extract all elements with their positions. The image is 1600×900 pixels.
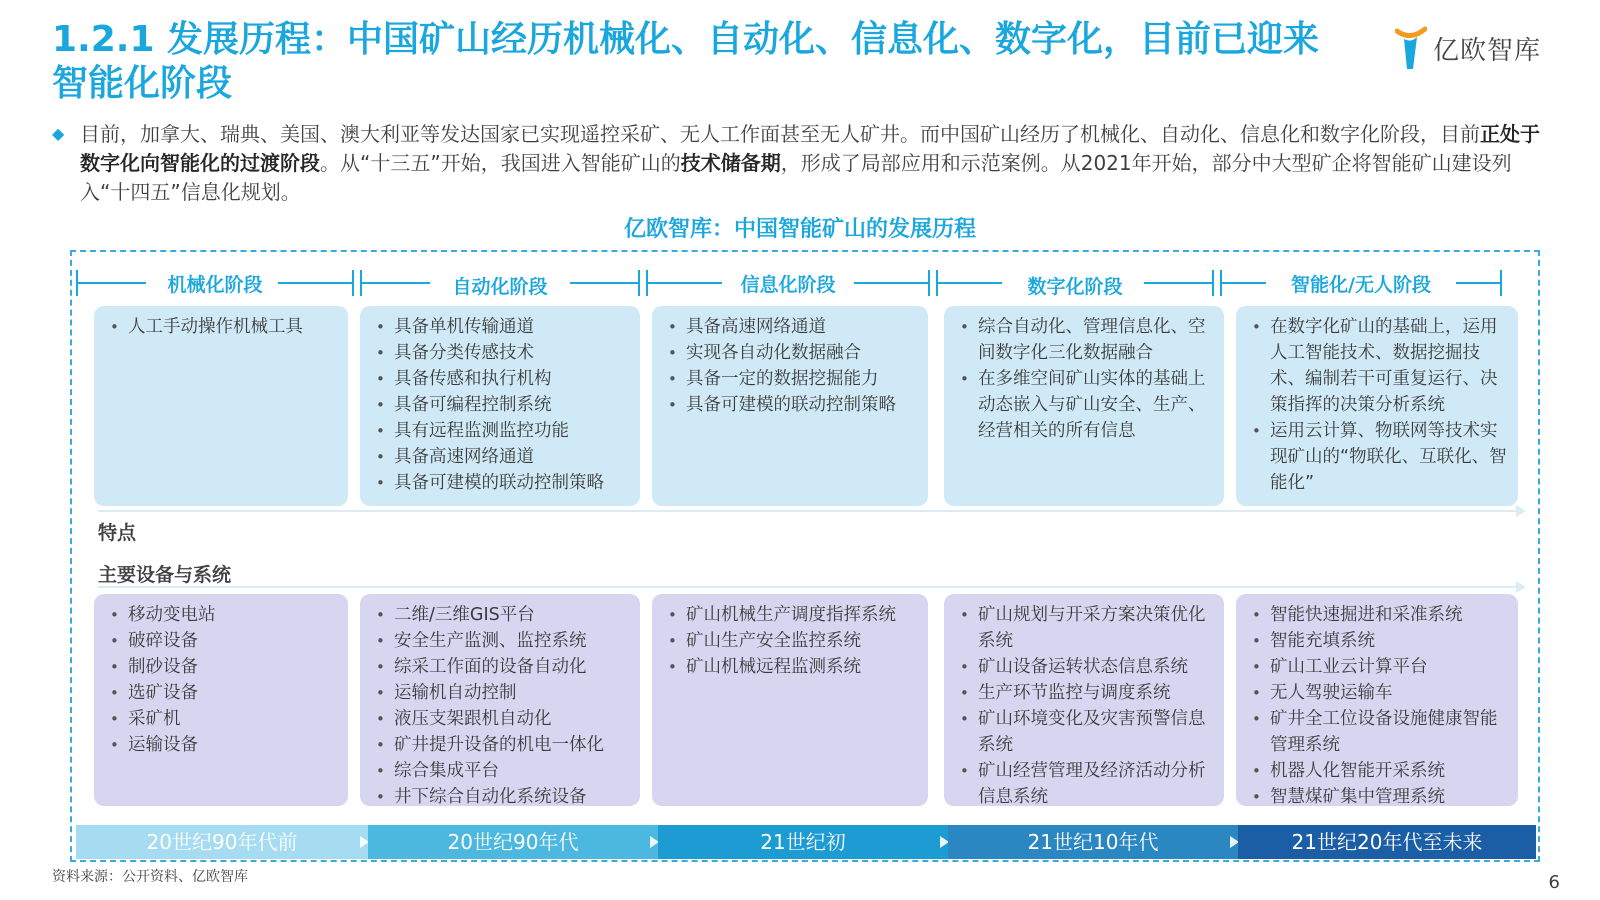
- features-box-intelligence: [1236, 306, 1518, 506]
- page-title: 1.2.1 发展历程：中国矿山经历机械化、自动化、信息化、数字化，目前已迎来智能化阶段: [52, 19, 1320, 104]
- yiou-logo-icon: [1395, 25, 1427, 71]
- era-segment-1: [368, 825, 658, 859]
- era-label-1: 20世纪90年代: [447, 830, 579, 854]
- list-item: • 矿井全工位设备设施健康智能管理系统: [1250, 706, 1508, 758]
- brand-logo: [1395, 24, 1565, 72]
- list-item: • 实现各自动化数据融合: [666, 340, 918, 366]
- era-segment-0: [76, 825, 368, 859]
- equipment-box-automation: [360, 594, 640, 806]
- stage-name-automation: 自动化阶段: [452, 276, 548, 298]
- list-item: • 具备高速网络通道: [666, 314, 918, 340]
- list-item: • 制砂设备: [108, 654, 338, 680]
- list-item: • 二维/三维GIS平台: [374, 602, 630, 628]
- list-item: • 具备可建模的联动控制策略: [374, 470, 630, 496]
- stage-header-intelligence: [1220, 268, 1502, 298]
- list-item: • 安全生产监测、监控系统: [374, 628, 630, 654]
- row-label-features: 特点: [98, 522, 137, 544]
- list-item: • 采矿机: [108, 706, 338, 732]
- list-item: • 具备传感和执行机构: [374, 366, 630, 392]
- list-item: • 运输机自动控制: [374, 680, 630, 706]
- list-item: • 综合集成平台: [374, 758, 630, 784]
- list-item: • 人工手动操作机械工具: [108, 314, 338, 340]
- brand-name: 亿欧智库: [1433, 35, 1542, 66]
- list-item: • 具备可编程控制系统: [374, 392, 630, 418]
- intro-text-3: ，形成了局部应用和示范案例。从2021年开始，部分中大型矿企将智能矿山建设列入“十四五”信息化规划。: [80, 151, 1512, 204]
- list-item: • 具有远程监测监控功能: [374, 418, 630, 444]
- stage-header-automation: [360, 268, 640, 298]
- list-item: • 综采工作面的设备自动化: [374, 654, 630, 680]
- equipment-box-informatization: [652, 594, 928, 806]
- stage-name-mechanization: 机械化阶段: [167, 274, 263, 296]
- list-item: • 井下综合自动化系统设备: [374, 784, 630, 810]
- features-box-informatization: [652, 306, 928, 506]
- row-label-equipment: 主要设备与系统: [98, 564, 232, 586]
- intro-text-2: 。从“十三五”开始，我国进入智能矿山的: [320, 151, 681, 175]
- chart-title: 亿欧智库：中国智能矿山的发展历程: [623, 217, 976, 242]
- list-item: • 矿井提升设备的机电一体化: [374, 732, 630, 758]
- diamond-bullet-icon: ◆: [52, 124, 65, 143]
- stage-header-digitization: [936, 268, 1214, 298]
- features-divider-arrow: [98, 510, 1526, 512]
- list-item: • 智能快速掘进和采准系统: [1250, 602, 1508, 628]
- list-item: • 生产环节监控与调度系统: [958, 680, 1214, 706]
- era-segment-2: [658, 825, 948, 859]
- features-box-mechanization: [94, 306, 348, 506]
- stage-name-digitization: 数字化阶段: [1027, 276, 1123, 298]
- list-item: • 矿山规划与开采方案决策优化系统: [958, 602, 1214, 654]
- features-box-digitization: [944, 306, 1224, 506]
- era-segment-3: [948, 825, 1238, 859]
- list-item: • 矿山环境变化及灾害预警信息系统: [958, 706, 1214, 758]
- list-item: • 机器人化智能开采系统: [1250, 758, 1508, 784]
- era-timeline: [76, 825, 1536, 859]
- list-item: • 矿山生产安全监控系统: [666, 628, 918, 654]
- equipment-box-digitization: [944, 594, 1224, 806]
- stage-header-mechanization: [76, 268, 354, 298]
- list-item: • 矿山机械生产调度指挥系统: [666, 602, 918, 628]
- list-item: • 具备分类传感技术: [374, 340, 630, 366]
- era-label-4: 21世纪20年代至未来: [1291, 830, 1483, 854]
- list-item: • 矿山设备运转状态信息系统: [958, 654, 1214, 680]
- list-item: • 矿山机械远程监测系统: [666, 654, 918, 680]
- intro-paragraph: [52, 120, 1552, 207]
- intro-bold-2: 技术储备期: [680, 151, 781, 175]
- list-item: • 矿山工业云计算平台: [1250, 654, 1508, 680]
- list-item: • 具备一定的数据挖掘能力: [666, 366, 918, 392]
- source-note: 资料来源：公开资料、亿欧智库: [52, 869, 248, 885]
- equipment-divider-arrow: [98, 586, 1526, 588]
- era-label-2: 21世纪初: [760, 830, 846, 854]
- stage-name-informatization: 信息化阶段: [740, 274, 836, 296]
- era-segment-4: [1238, 825, 1536, 859]
- era-label-0: 20世纪90年代前: [146, 830, 298, 854]
- list-item: • 运输设备: [108, 732, 338, 758]
- page-number: 6: [1548, 872, 1560, 893]
- list-item: • 具备高速网络通道: [374, 444, 630, 470]
- intro-bold-1: 正处于数字化向智能化的过渡阶段: [80, 122, 1540, 175]
- list-item: • 智能充填系统: [1250, 628, 1508, 654]
- list-item: • 矿山经营管理及经济活动分析信息系统: [958, 758, 1214, 810]
- list-item: • 具备单机传输通道: [374, 314, 630, 340]
- era-label-3: 21世纪10年代: [1027, 830, 1159, 854]
- list-item: • 综合自动化、管理信息化、空间数字化三化数据融合: [958, 314, 1214, 366]
- list-item: • 在多维空间矿山实体的基础上动态嵌入与矿山安全、生产、经营相关的所有信息: [958, 366, 1214, 444]
- equipment-box-mechanization: [94, 594, 348, 806]
- stage-header-informatization: [646, 268, 930, 298]
- list-item: • 具备可建模的联动控制策略: [666, 392, 918, 418]
- list-item: • 无人驾驶运输车: [1250, 680, 1508, 706]
- features-box-automation: [360, 306, 640, 506]
- list-item: • 在数字化矿山的基础上，运用人工智能技术、数据挖掘技术、编制若干可重复运行、决策指挥的决策分析系统: [1250, 314, 1508, 418]
- list-item: • 选矿设备: [108, 680, 338, 706]
- intro-text-1: 目前，加拿大、瑞典、美国、澳大利亚等发达国家已实现遥控采矿、无人工作面甚至无人矿井。而中国矿山经历了机械化、自动化、信息化和数字化阶段，目前: [80, 122, 1480, 146]
- list-item: • 移动变电站: [108, 602, 338, 628]
- equipment-box-intelligence: [1236, 594, 1518, 806]
- list-item: • 运用云计算、物联网等技术实现矿山的“物联化、互联化、智能化”: [1250, 418, 1508, 496]
- list-item: • 破碎设备: [108, 628, 338, 654]
- list-item: • 智慧煤矿集中管理系统: [1250, 784, 1508, 810]
- list-item: • 液压支架跟机自动化: [374, 706, 630, 732]
- stage-name-intelligence: 智能化/无人阶段: [1291, 274, 1431, 296]
